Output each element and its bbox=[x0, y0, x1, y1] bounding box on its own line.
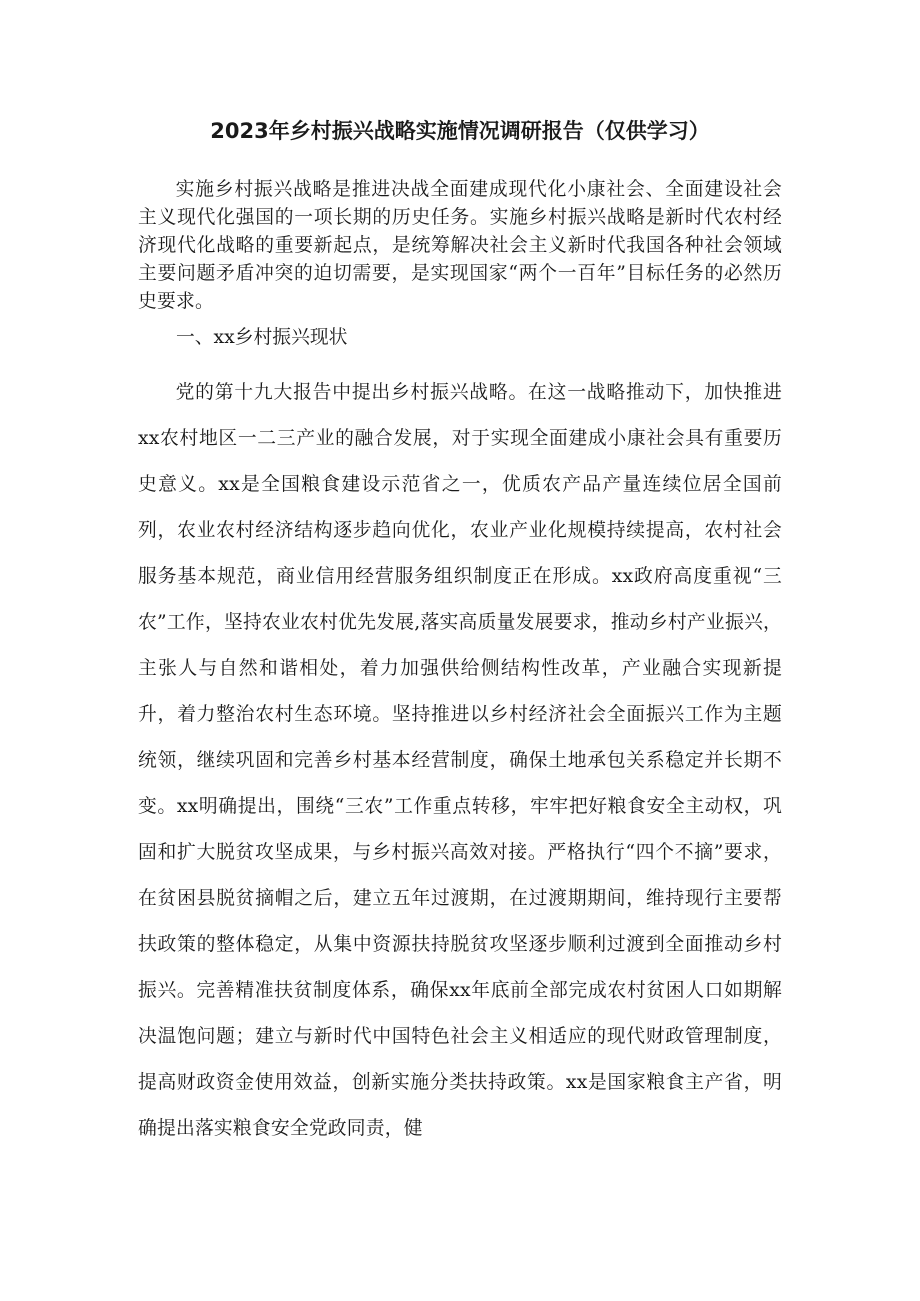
intro-paragraph: 实施乡村振兴战略是推进决战全面建成现代化小康社会、全面建设社会主义现代化强国的一项长期的历史任务。实施乡村振兴战略是新时代农村经济现代化战略的重要新起点，是统筹解决社会主义新时代我国各种社会领域主要问题矛盾冲突的迫切需要，是实现国家“两个一百年”目标任务的必然历史要求。 bbox=[138, 179, 782, 312]
document-title: 2023年乡村振兴战略实施情况调研报告（仅供学习） bbox=[210, 119, 710, 143]
body-paragraph: 党的第十九大报告中提出乡村振兴战略。在这一战略推动下，加快推进xx农村地区一二三产业的融合发展，对于实现全面建成小康社会具有重要历史意义。xx是全国粮食建设示范省之一，优质农产品产量连续位居全国前列，农业农村经济结构逐步趋向优化，农业产业化规模持续提高，农村社会服务基本规范，商业信用经营服务组织制度正在形成。xx政府高度重视“三农”工作，坚持农业农村优先发展,落实高质量发展要求，推动乡村产业振兴，主张人与自然和谐相处，着力加强供给侧结构性改革，产业融合实现新提升，着力整治农村生态环境。坚持推进以乡村经济社会全面振兴工作为主题统领，继续巩固和完善乡村基本经营制度，确保土地承包关系稳定并长期不变。xx明确提出，围绕“三农”工作重点转移，牢牢把好粮食安全主动权，巩固和扩大脱贫攻坚成果，与乡村振兴高效对接。严格执行“四个不摘”要求，在贫困县脱贫摘帽之后，建立五年过渡期，在过渡期期间，维持现行主要帮扶政策的整体稳定，从集中资源扶持脱贫攻坚逐步顺利过渡到全面推动乡村振兴。完善精准扶贫制度体系，确保xx年底前全部完成农村贫困人口如期解决温饱问题；建立与新时代中国特色社会主义相适应的现代财政管理制度，提高财政资金使用效益，创新实施分类扶持政策。xx是国家粮食主产省，明确提出落实粮食安全党政同责，健 bbox=[138, 382, 782, 1139]
section-heading: 一、xx乡村振兴现状 bbox=[176, 327, 348, 348]
